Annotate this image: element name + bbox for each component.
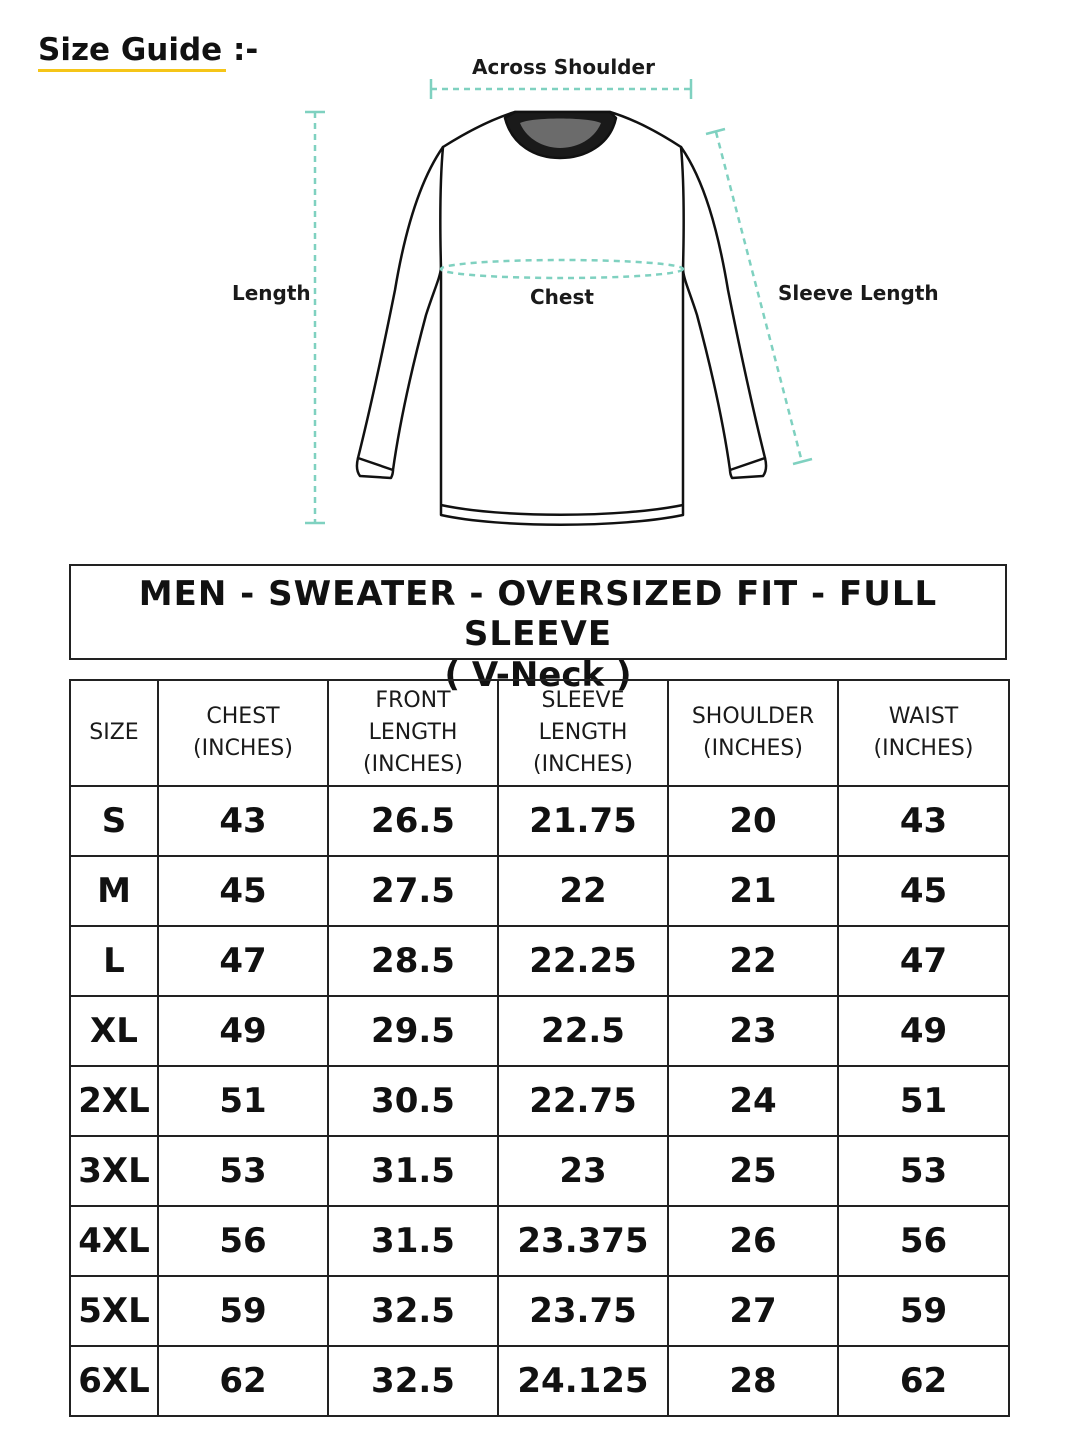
column-header: CHEST (INCHES): [158, 680, 328, 786]
table-row: [70, 1276, 1009, 1346]
size-cell: 4XL: [70, 1206, 158, 1276]
sleeve-length-cell: 23.375: [498, 1206, 668, 1276]
across-shoulder-label: Across Shoulder: [472, 55, 655, 79]
table-row: [70, 1066, 1009, 1136]
sleeve-length-cell: 21.75: [498, 786, 668, 856]
size-cell: 6XL: [70, 1346, 158, 1416]
size-cell: 2XL: [70, 1066, 158, 1136]
sleeve-length-cell: 22: [498, 856, 668, 926]
table-row: [70, 1346, 1009, 1416]
waist-cell: 45: [838, 856, 1009, 926]
front-length-cell: 32.5: [328, 1276, 498, 1346]
front-length-cell: 27.5: [328, 856, 498, 926]
sleeve-length-cell: 23: [498, 1136, 668, 1206]
chest-label: Chest: [530, 285, 594, 309]
size-table: [69, 679, 1010, 1417]
table-row: [70, 856, 1009, 926]
waist-cell: 56: [838, 1206, 1009, 1276]
chest-cell: 49: [158, 996, 328, 1066]
shoulder-cell: 28: [668, 1346, 838, 1416]
chest-cell: 43: [158, 786, 328, 856]
chest-cell: 53: [158, 1136, 328, 1206]
sleeve-length-cell: 22.75: [498, 1066, 668, 1136]
waist-cell: 53: [838, 1136, 1009, 1206]
waist-cell: 47: [838, 926, 1009, 996]
size-cell: M: [70, 856, 158, 926]
table-title-box: [69, 564, 1007, 695]
shoulder-cell: 26: [668, 1206, 838, 1276]
table-row: [70, 996, 1009, 1066]
column-header: SLEEVE LENGTH (INCHES): [498, 680, 668, 786]
front-length-cell: 32.5: [328, 1346, 498, 1416]
length-measure-line: [305, 112, 325, 523]
table-title: MEN - SWEATER - OVERSIZED FIT - FULL SLEEVE: [138, 574, 938, 654]
table-header-row: [70, 680, 1009, 786]
page-title-suffix: :-: [232, 32, 259, 68]
shoulder-cell: 21: [668, 856, 838, 926]
table-row: [70, 1136, 1009, 1206]
sleeve-length-cell: 23.75: [498, 1276, 668, 1346]
front-length-cell: 29.5: [328, 996, 498, 1066]
shoulder-cell: 27: [668, 1276, 838, 1346]
table-row: [70, 786, 1009, 856]
chest-cell: 62: [158, 1346, 328, 1416]
page-title-text: Size Guide: [38, 32, 223, 68]
chest-cell: 45: [158, 856, 328, 926]
table-subtitle: ( V-Neck ): [444, 655, 632, 695]
sweater-diagram: [0, 0, 1080, 540]
column-header: SIZE: [70, 680, 158, 786]
table-row: [70, 1206, 1009, 1276]
chest-cell: 56: [158, 1206, 328, 1276]
across-shoulder-measure-line: [431, 79, 691, 99]
front-length-cell: 31.5: [328, 1136, 498, 1206]
chest-cell: 59: [158, 1276, 328, 1346]
waist-cell: 62: [838, 1346, 1009, 1416]
table-row: [70, 926, 1009, 996]
shoulder-cell: 25: [668, 1136, 838, 1206]
column-header: WAIST (INCHES): [838, 680, 1009, 786]
length-label: Length: [232, 281, 311, 305]
size-cell: 5XL: [70, 1276, 158, 1346]
sleeve-length-cell: 22.25: [498, 926, 668, 996]
shoulder-cell: 24: [668, 1066, 838, 1136]
sleeve-length-cell: 24.125: [498, 1346, 668, 1416]
column-header: FRONT LENGTH (INCHES): [328, 680, 498, 786]
waist-cell: 49: [838, 996, 1009, 1066]
sleeve-length-label: Sleeve Length: [778, 281, 939, 305]
size-cell: 3XL: [70, 1136, 158, 1206]
front-length-cell: 26.5: [328, 786, 498, 856]
front-length-cell: 31.5: [328, 1206, 498, 1276]
shoulder-cell: 23: [668, 996, 838, 1066]
column-header: SHOULDER (INCHES): [668, 680, 838, 786]
shoulder-cell: 22: [668, 926, 838, 996]
size-cell: S: [70, 786, 158, 856]
front-length-cell: 28.5: [328, 926, 498, 996]
waist-cell: 51: [838, 1066, 1009, 1136]
waist-cell: 59: [838, 1276, 1009, 1346]
front-length-cell: 30.5: [328, 1066, 498, 1136]
size-cell: XL: [70, 996, 158, 1066]
sleeve-length-cell: 22.5: [498, 996, 668, 1066]
chest-cell: 47: [158, 926, 328, 996]
waist-cell: 43: [838, 786, 1009, 856]
size-cell: L: [70, 926, 158, 996]
chest-cell: 51: [158, 1066, 328, 1136]
sweater-outline: [357, 112, 766, 525]
shoulder-cell: 20: [668, 786, 838, 856]
